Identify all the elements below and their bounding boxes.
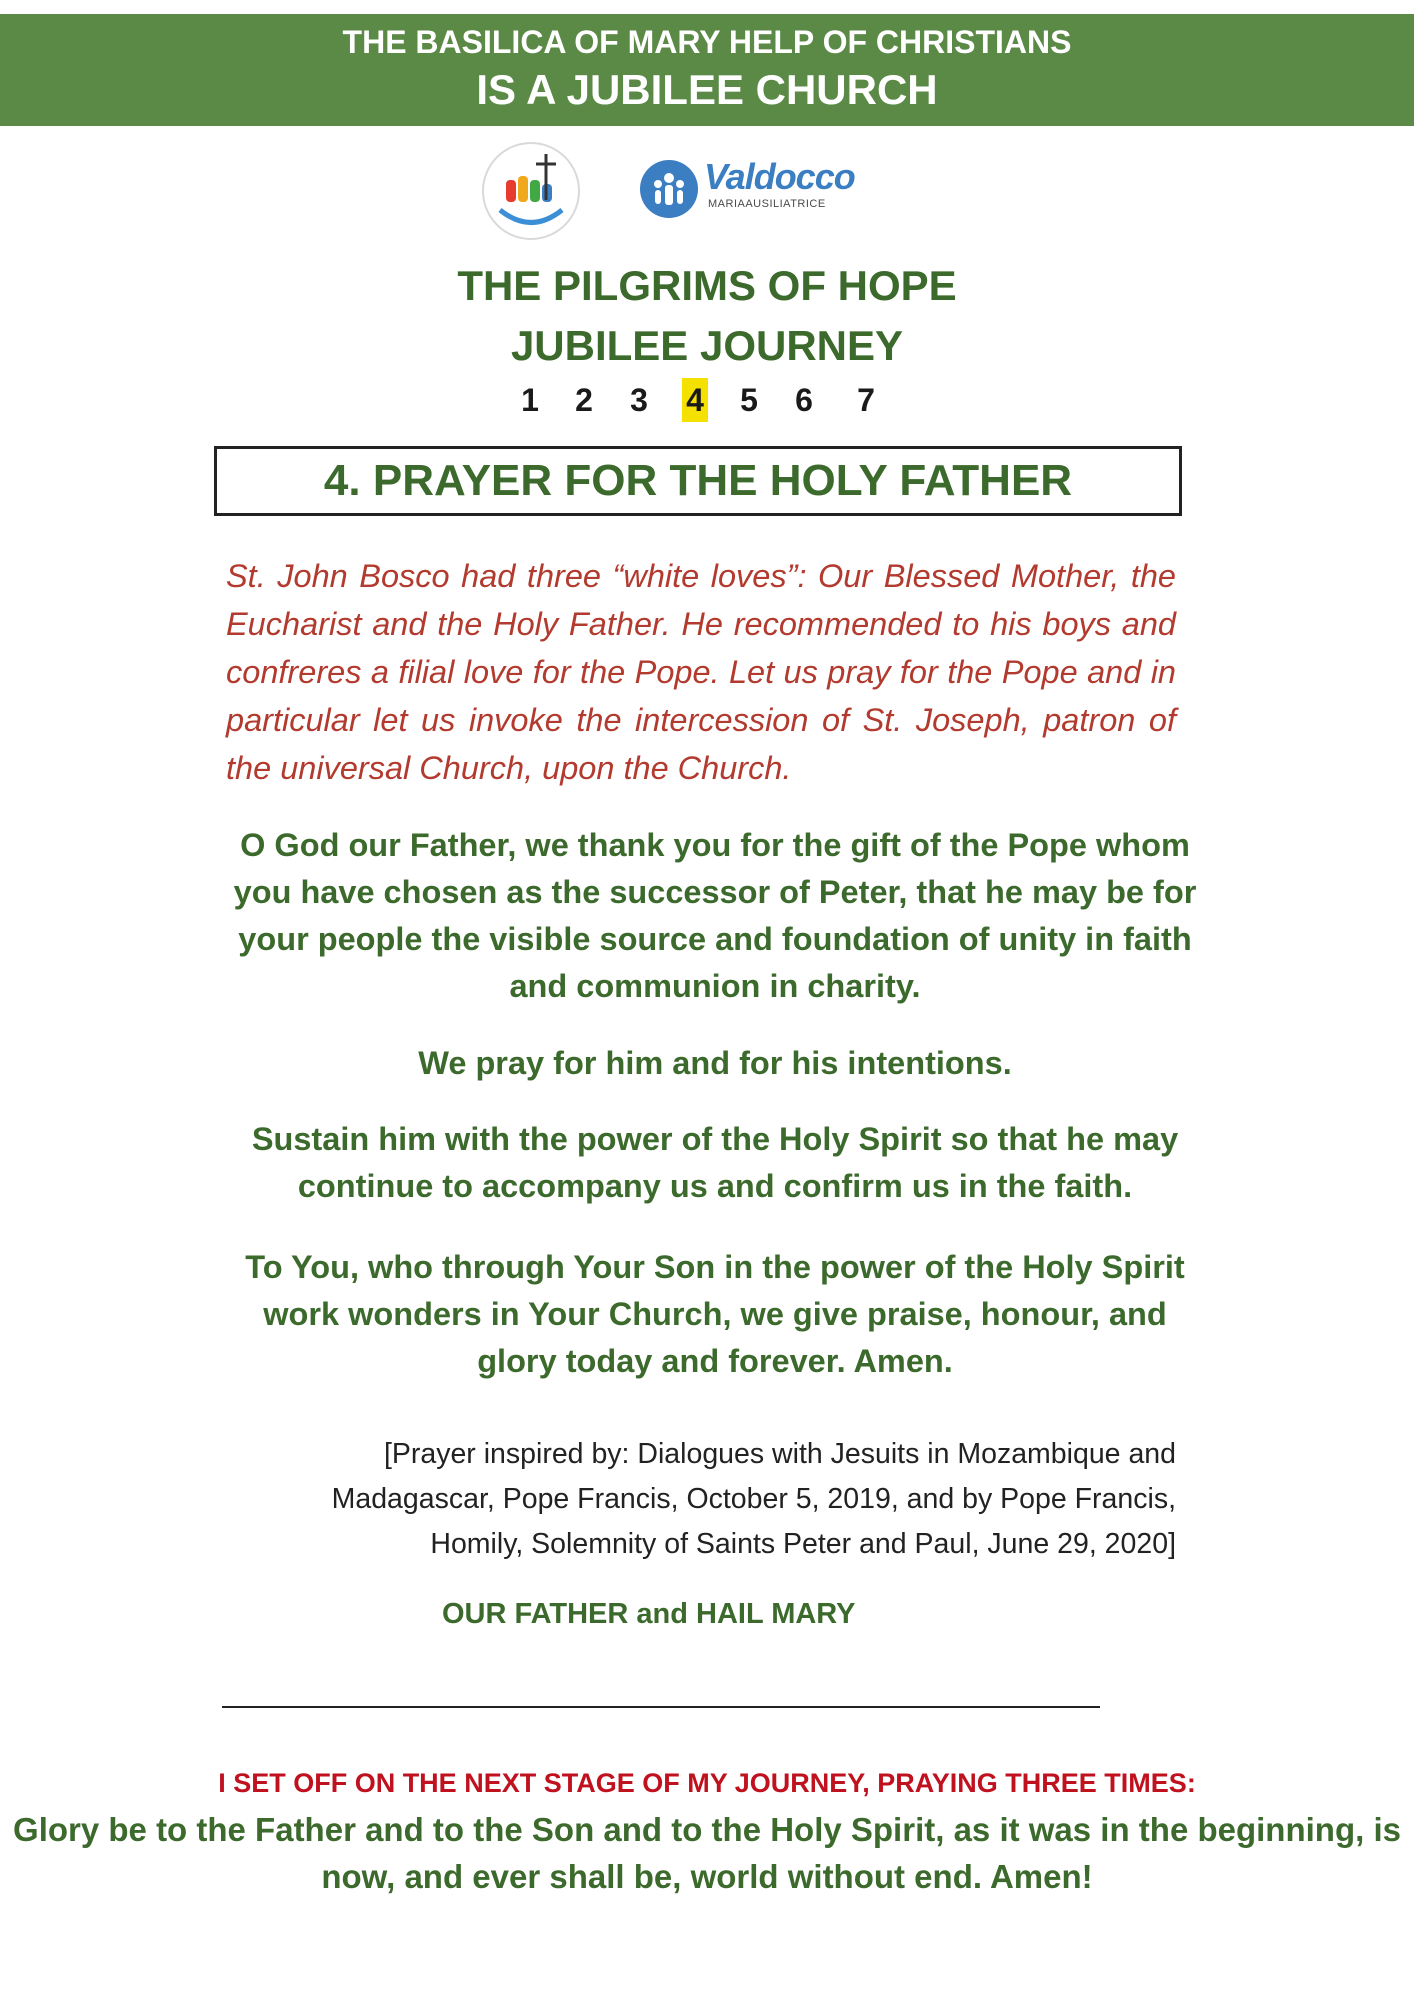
- valdocco-brand-text: Valdocco: [704, 156, 855, 197]
- banner-line-1: THE BASILICA OF MARY HELP OF CHRISTIANS: [342, 24, 1072, 60]
- header-banner: [0, 14, 1414, 126]
- valdocco-emblem-icon: [640, 160, 698, 218]
- prayer-paragraph-1: O God our Father, we thank you for the gift of the Pope whom you have chosen as the successor of Peter, that he may be for your people the visible source and foundation of unity in faith and communion in charity.: [233, 827, 1197, 1004]
- step-5: 5: [740, 382, 758, 418]
- step-3: 3: [630, 382, 648, 418]
- step-1: 1: [521, 382, 539, 418]
- closing-prayers: OUR FATHER and HAIL MARY: [442, 1598, 856, 1630]
- glory-be-prayer: Glory be to the Father and to the Son and to the Holy Spirit, as it was in the beginning, is now, and ever shall be, world without end. Amen!: [13, 1811, 1401, 1895]
- next-stage-instruction: I SET OFF ON THE NEXT STAGE OF MY JOURNEY, PRAYING THREE TIMES:: [218, 1768, 1196, 1798]
- divider: [222, 1706, 1100, 1708]
- heading-line-2: JUBILEE JOURNEY: [510, 322, 904, 369]
- step-6: 6: [795, 382, 813, 418]
- step-2: 2: [575, 382, 593, 418]
- heading-line-1: THE PILGRIMS OF HOPE: [457, 262, 957, 309]
- valdocco-subtitle: MARIAAUSILIATRICE: [708, 198, 826, 210]
- prayer-paragraph-4: To You, who through Your Son in the power of the Holy Spirit work wonders in Your Church, we give praise, honour, and glory today and forever. Amen.: [245, 1249, 1185, 1379]
- journey-steps: [0, 378, 1414, 424]
- valdocco-logo: [640, 156, 855, 226]
- prayer-paragraph-3: Sustain him with the power of the Holy Spirit so that he may continue to accompany us and confirm us in the faith.: [251, 1121, 1179, 1204]
- step-7: 7: [857, 382, 875, 418]
- prayer-citation: [Prayer inspired by: Dialogues with Jesuits in Mozambique and Madagascar, Pope Francis, October 5, 2019, and by Pope Francis, Homily, Solemnity of Saints Peter and Paul, June 29, 2020]: [331, 1438, 1176, 1560]
- step-4-current: 4: [682, 378, 708, 422]
- section-title: 4. PRAYER FOR THE HOLY FATHER: [214, 446, 1182, 516]
- banner-line-2: IS A JUBILEE CHURCH: [476, 66, 938, 113]
- intro-paragraph: St. John Bosco had three “white loves”: Our Blessed Mother, the Eucharist and the Holy Father. He recommended to his boys and confreres a filial love for the Pope. Let us pray for the Pope and in particular let us invoke the intercession of St. Joseph, patron of the universal Church, upon the Church.: [226, 558, 1176, 786]
- jubilee-logo-icon: [480, 140, 582, 242]
- prayer-paragraph-2: We pray for him and for his intentions.: [418, 1045, 1012, 1081]
